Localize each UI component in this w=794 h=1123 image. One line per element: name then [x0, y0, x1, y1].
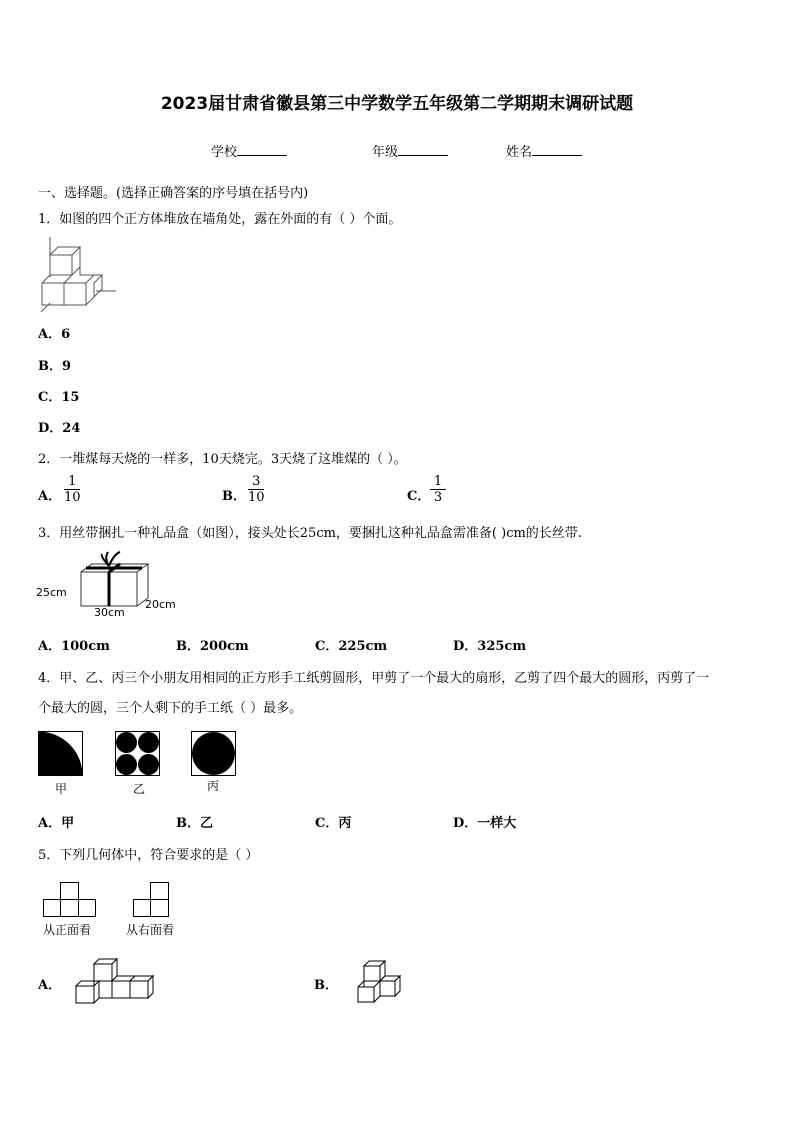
right-view-label: 从右面看 [126, 923, 175, 937]
name-label: 姓名 [506, 145, 533, 160]
q2-stem: 2．一堆煤每天烧的一样多，10天烧完。3天烧了这堆煤的（ ）。 [38, 452, 407, 467]
section-heading: 一、选择题。(选择正确答案的序号填在括号内) [38, 186, 309, 201]
q2-option-a-label[interactable]: A． [38, 489, 62, 504]
gift-box-figure [80, 552, 150, 607]
q1-option-b[interactable]: B．9 [38, 359, 72, 374]
box-width-label: 20cm [145, 598, 176, 611]
paper-jia-figure [38, 731, 83, 776]
q4-stem-line1: 4．甲、乙、丙三个小朋友用相同的正方形手工纸剪圆形，甲剪了一个最大的扇形，乙剪了四个最大的圆形，丙剪了一 [38, 671, 710, 686]
school-blank[interactable] [237, 143, 287, 156]
q4-stem-line2: 个最大的圆，三个人剩下的手工纸（ ）最多。 [38, 701, 303, 716]
right-view-figure [133, 882, 171, 918]
q3-stem: 3．用丝带捆扎一种礼品盒（如图），接头处长25cm，要捆扎这种礼品盒需准备( )cm的长丝带. [38, 526, 582, 541]
box-length-label: 30cm [94, 606, 125, 619]
school-field [211, 141, 287, 160]
q2-option-c-fraction [430, 474, 446, 505]
fraction-denominator: 10 [64, 490, 81, 505]
grade-field [372, 141, 448, 160]
q1-stem: 1．如图的四个正方体堆放在墙角处，露在外面的有（ ）个面。 [38, 212, 402, 227]
q1-option-d[interactable]: D．24 [38, 421, 81, 436]
fraction-numerator: 1 [433, 474, 443, 489]
label-yi: 乙 [133, 782, 146, 796]
label-bing: 丙 [207, 779, 220, 793]
q2-option-b-label[interactable]: B． [222, 489, 246, 504]
q1-option-c[interactable]: C．15 [38, 390, 80, 405]
front-view-figure [43, 882, 97, 918]
grade-label: 年级 [372, 145, 399, 160]
q4-option-c[interactable]: C．丙 [315, 816, 352, 831]
school-label: 学校 [211, 145, 238, 160]
q4-option-d[interactable]: D．一样大 [453, 816, 517, 831]
name-blank[interactable] [532, 143, 582, 156]
solid-a-figure [68, 958, 156, 1006]
q3-option-d[interactable]: D．325cm [453, 639, 527, 654]
q2-option-b-fraction [248, 474, 265, 505]
page-title: 2023届甘肃省徽县第三中学数学五年级第二学期期末调研试题 [160, 94, 634, 114]
q5-stem: 5．下列几何体中，符合要求的是（ ） [38, 848, 259, 863]
fraction-denominator: 3 [433, 490, 443, 505]
q4-option-b[interactable]: B．乙 [176, 816, 213, 831]
q3-option-c[interactable]: C．225cm [315, 639, 388, 654]
name-field [506, 141, 582, 160]
q3-option-b[interactable]: B．200cm [176, 639, 249, 654]
fraction-numerator: 3 [252, 474, 261, 489]
q1-option-a[interactable]: A．6 [38, 327, 71, 342]
paper-yi-figure [115, 731, 160, 776]
q4-option-a[interactable]: A．甲 [38, 816, 75, 831]
grade-blank[interactable] [398, 143, 448, 156]
paper-bing-figure [191, 731, 236, 776]
q5-option-b[interactable]: B． [314, 978, 338, 993]
label-jia: 甲 [55, 782, 68, 796]
cubes-corner-figure [36, 237, 118, 312]
fraction-denominator: 10 [248, 490, 265, 505]
front-view-label: 从正面看 [43, 923, 92, 937]
q3-option-a[interactable]: A．100cm [38, 639, 110, 654]
q2-option-c-label[interactable]: C． [407, 489, 431, 504]
solid-b-figure [356, 960, 404, 1006]
fraction-numerator: 1 [68, 474, 77, 489]
box-height-label: 25cm [36, 586, 67, 599]
q5-option-a[interactable]: A． [38, 978, 62, 993]
q2-option-a-fraction [64, 474, 81, 505]
